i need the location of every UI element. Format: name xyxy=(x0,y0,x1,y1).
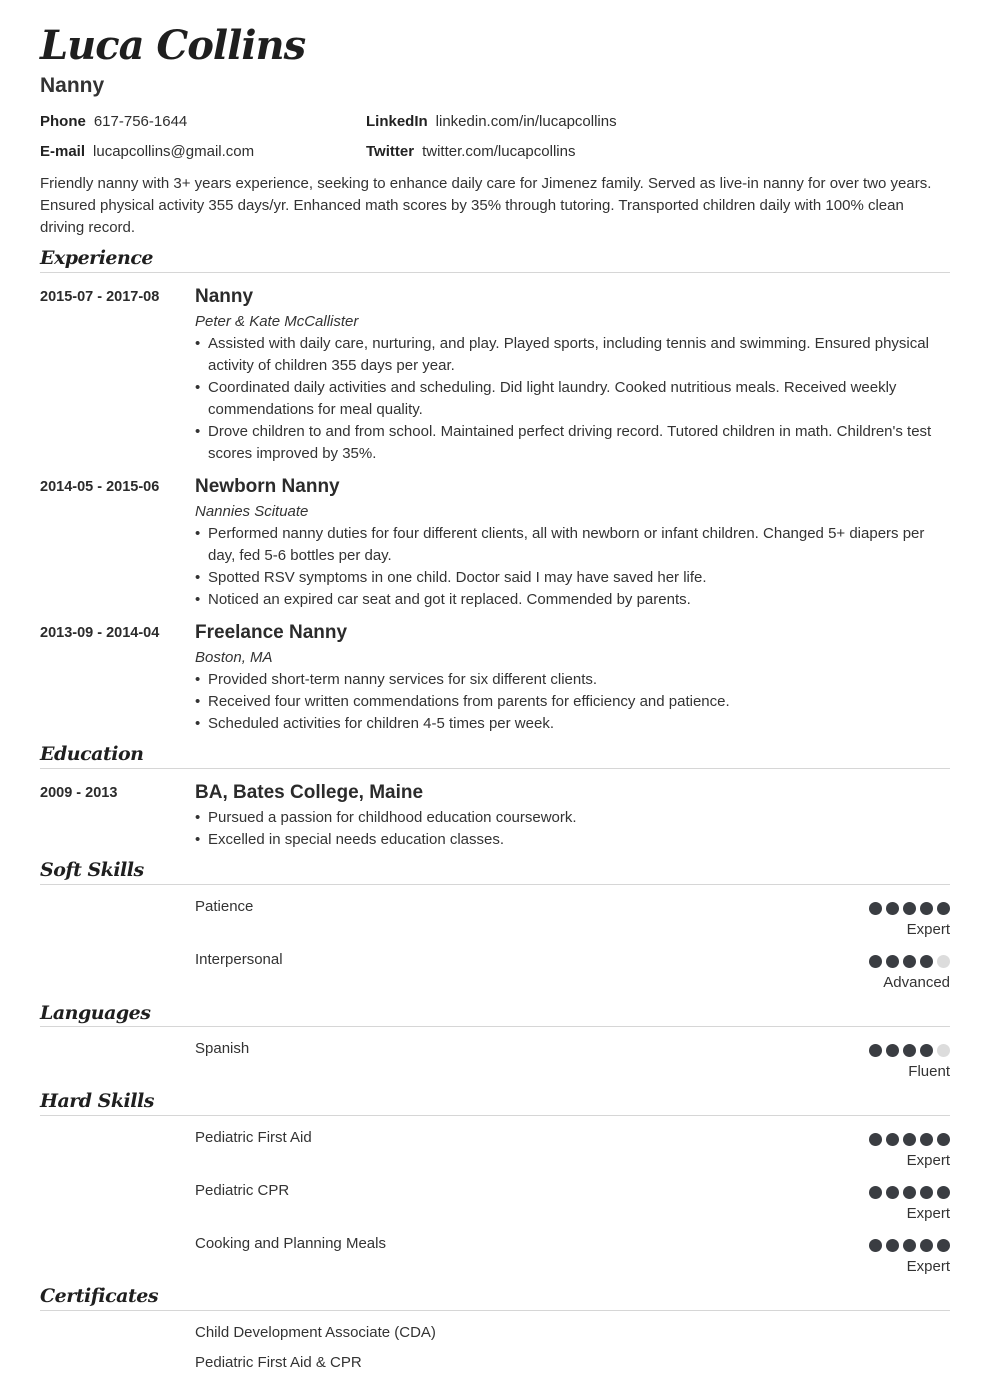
candidate-name: Luca Collins xyxy=(40,22,306,69)
experience-dates: 2013-09 - 2014-04 xyxy=(40,625,160,641)
phone-label: Phone xyxy=(40,113,86,130)
rating-dot-filled xyxy=(903,1133,916,1146)
rating-dot-filled xyxy=(903,902,916,915)
experience-title: Newborn Nanny xyxy=(195,476,340,497)
rating-dot-filled xyxy=(920,1044,933,1057)
list-item: • Scheduled activities for children 4-5 times per week. xyxy=(195,713,940,735)
language-level: Fluent xyxy=(908,1063,950,1080)
rating-dot-filled xyxy=(920,1239,933,1252)
phone-value: 617-756-1644 xyxy=(93,113,188,130)
rating-dot-filled xyxy=(920,955,933,968)
summary-text: Friendly nanny with 3+ years experience, seeking to enhance daily care for Jimenez family. Served as live-in nanny for over two years. Ensured physical activity 355 days/yr. Enhanced math scores by 35% through tutoring. Transported children daily with 100% clean driving record. xyxy=(40,175,932,236)
rating-dot-filled xyxy=(886,902,899,915)
rating-dot-filled xyxy=(937,1239,950,1252)
rating-dot-filled xyxy=(920,1133,933,1146)
education-title: BA, Bates College, Maine xyxy=(195,782,424,803)
contact-phone xyxy=(40,113,187,131)
rating-dot-filled xyxy=(869,902,882,915)
skill-level: Expert xyxy=(906,1152,950,1169)
candidate-title: Nanny xyxy=(40,74,105,97)
skill-rating xyxy=(865,1133,950,1147)
rating-dot-filled xyxy=(903,1044,916,1057)
experience-employer: Boston, MA xyxy=(195,649,273,666)
email-label: E-mail xyxy=(40,143,86,160)
list-item: • Drove children to and from school. Maintained perfect driving record. Tutored children in math. Children's test scores improved by 35%. xyxy=(195,421,940,465)
skill-rating xyxy=(865,902,950,916)
experience-title: Freelance Nanny xyxy=(195,622,348,643)
skill-name: Interpersonal xyxy=(195,951,283,968)
rating-dot-empty xyxy=(937,1044,950,1057)
section-divider xyxy=(40,768,950,769)
rating-dot-filled xyxy=(903,955,916,968)
section-title-soft-skills: Soft Skills xyxy=(40,859,144,881)
contact-twitter xyxy=(366,143,575,161)
rating-dot-filled xyxy=(869,1044,882,1057)
education-dates: 2009 - 2013 xyxy=(40,785,118,801)
rating-dot-filled xyxy=(903,1186,916,1199)
rating-dot-filled xyxy=(937,1186,950,1199)
rating-dot-filled xyxy=(886,1044,899,1057)
language-name: Spanish xyxy=(195,1040,250,1057)
experience-bullets xyxy=(195,669,940,735)
rating-dot-filled xyxy=(869,1133,882,1146)
experience-employer: Peter & Kate McCallister xyxy=(195,313,359,330)
section-title-hard-skills: Hard Skills xyxy=(40,1090,154,1112)
section-divider xyxy=(40,1026,950,1027)
linkedin-label: LinkedIn xyxy=(366,113,428,130)
experience-bullets xyxy=(195,333,940,465)
skill-name: Pediatric First Aid xyxy=(195,1129,312,1146)
section-title-languages: Languages xyxy=(40,1002,151,1024)
section-divider xyxy=(40,272,950,273)
list-item: • Noticed an expired car seat and got it replaced. Commended by parents. xyxy=(195,589,940,611)
skill-rating xyxy=(865,1186,950,1200)
list-item: • Spotted RSV symptoms in one child. Doctor said I may have saved her life. xyxy=(195,567,940,589)
section-title-education: Education xyxy=(40,743,144,765)
twitter-value: twitter.com/lucapcollins xyxy=(422,143,576,160)
email-value: lucapcollins@gmail.com xyxy=(93,143,255,160)
list-item: • Performed nanny duties for four different clients, all with newborn or infant children. Changed 5+ diapers per day, fed 5-6 bottles per day. xyxy=(195,523,940,567)
skill-level: Expert xyxy=(906,1205,950,1222)
skill-level: Expert xyxy=(906,1258,950,1275)
skill-rating xyxy=(865,1239,950,1253)
list-item: • Assisted with daily care, nurturing, and play. Played sports, including tennis and swimming. Ensured physical activity of children 355 days per year. xyxy=(195,333,940,377)
section-title-certificates: Certificates xyxy=(40,1285,159,1307)
skill-name: Patience xyxy=(195,898,254,915)
list-item: • Excelled in special needs education classes. xyxy=(195,829,940,851)
education-bullets xyxy=(195,807,940,851)
rating-dot-filled xyxy=(886,1133,899,1146)
contact-email xyxy=(40,143,254,161)
experience-employer: Nannies Scituate xyxy=(195,503,309,520)
skill-name: Pediatric CPR xyxy=(195,1182,290,1199)
rating-dot-filled xyxy=(920,1186,933,1199)
language-rating xyxy=(865,1044,950,1058)
rating-dot-filled xyxy=(869,1239,882,1252)
rating-dot-filled xyxy=(937,902,950,915)
section-divider xyxy=(40,1115,950,1116)
linkedin-value: linkedin.com/in/lucapcollins xyxy=(435,113,617,130)
section-divider xyxy=(40,1310,950,1311)
rating-dot-filled xyxy=(937,1133,950,1146)
contact-linkedin xyxy=(366,113,617,131)
skill-rating xyxy=(865,955,950,969)
experience-dates: 2015-07 - 2017-08 xyxy=(40,289,160,305)
list-item: • Received four written commendations from parents for efficiency and patience. xyxy=(195,691,940,713)
rating-dot-filled xyxy=(886,1239,899,1252)
rating-dot-filled xyxy=(903,1239,916,1252)
certificate-item: Child Development Associate (CDA) xyxy=(195,1324,436,1341)
rating-dot-filled xyxy=(886,1186,899,1199)
section-divider xyxy=(40,884,950,885)
skill-name: Cooking and Planning Meals xyxy=(195,1235,386,1252)
skill-level: Advanced xyxy=(883,974,950,991)
list-item: • Coordinated daily activities and scheduling. Did light laundry. Cooked nutritious meals. Received weekly commendations for meal quality. xyxy=(195,377,940,421)
experience-title: Nanny xyxy=(195,286,254,307)
rating-dot-filled xyxy=(920,902,933,915)
rating-dot-empty xyxy=(937,955,950,968)
twitter-label: Twitter xyxy=(366,143,415,160)
list-item: • Provided short-term nanny services for six different clients. xyxy=(195,669,940,691)
rating-dot-filled xyxy=(869,955,882,968)
rating-dot-filled xyxy=(869,1186,882,1199)
experience-bullets xyxy=(195,523,940,611)
certificate-item: Pediatric First Aid & CPR xyxy=(195,1354,362,1371)
list-item: • Pursued a passion for childhood education coursework. xyxy=(195,807,940,829)
section-title-experience: Experience xyxy=(40,247,153,269)
rating-dot-filled xyxy=(886,955,899,968)
experience-dates: 2014-05 - 2015-06 xyxy=(40,479,160,495)
skill-level: Expert xyxy=(906,921,950,938)
